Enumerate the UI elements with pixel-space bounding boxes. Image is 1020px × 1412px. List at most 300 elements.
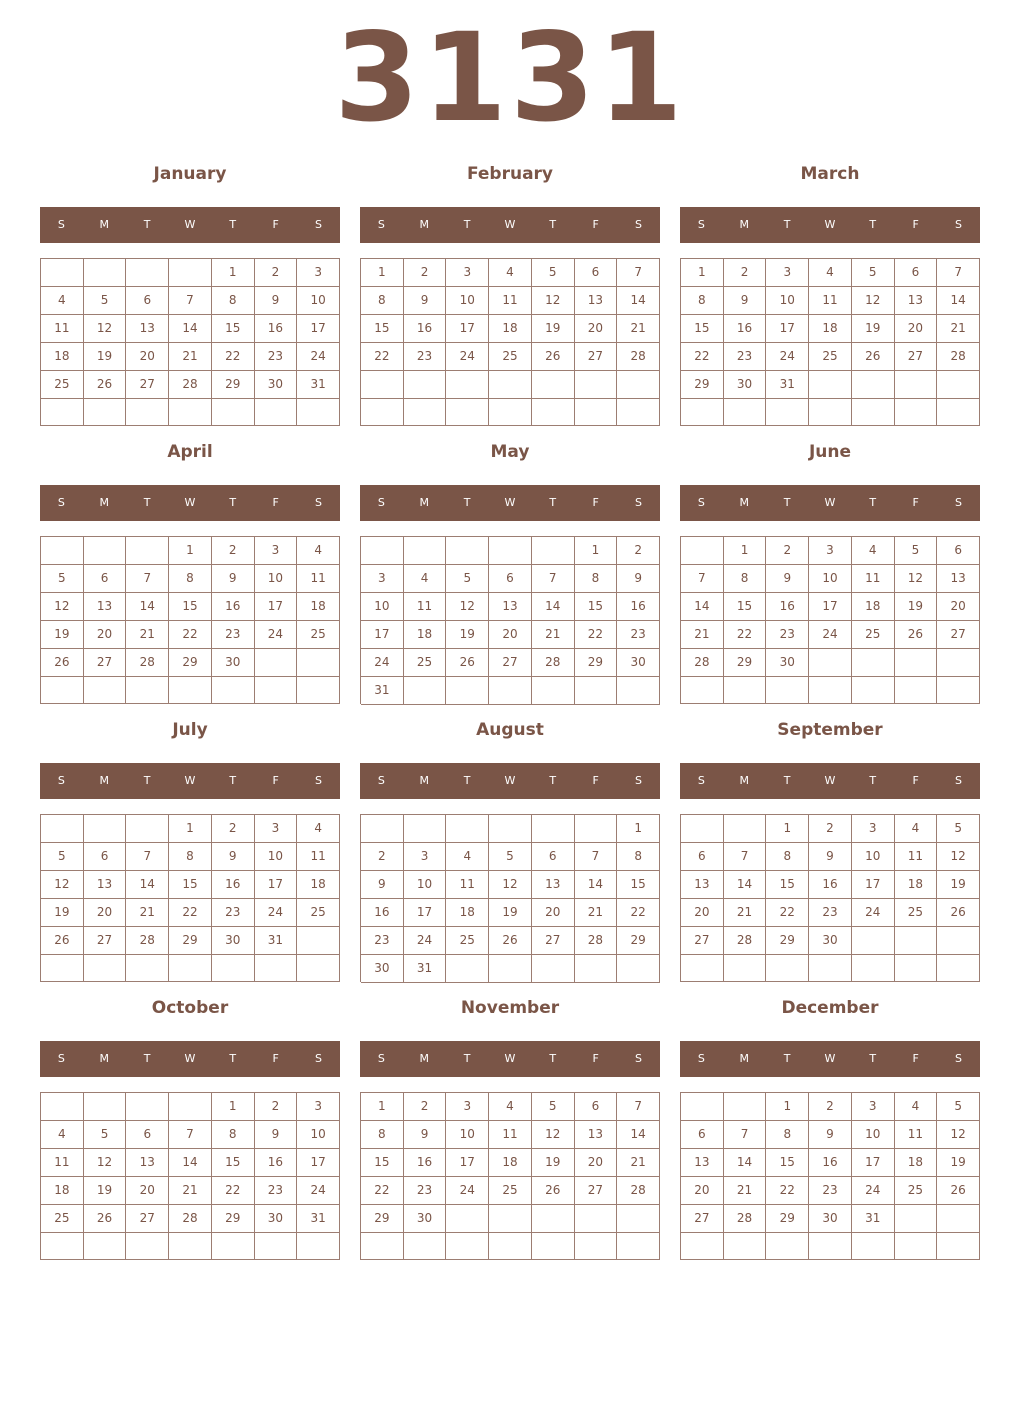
empty-day-cell (532, 1205, 575, 1233)
empty-day-cell (169, 1093, 212, 1121)
day-cell: 24 (809, 621, 852, 649)
empty-day-cell (361, 1233, 404, 1260)
empty-day-cell (766, 399, 809, 426)
weekday-label: F (912, 218, 919, 231)
day-cell: 28 (724, 927, 767, 955)
day-cell: 1 (617, 815, 660, 843)
weekday-label: W (184, 774, 196, 787)
day-cell: 29 (766, 927, 809, 955)
day-cell: 17 (361, 621, 404, 649)
empty-day-cell (766, 677, 809, 704)
weekday-label: S (314, 1052, 322, 1065)
day-cell: 1 (361, 1093, 404, 1121)
empty-day-cell (489, 955, 532, 983)
day-cell: 21 (575, 899, 618, 927)
day-cell: 9 (255, 1121, 298, 1149)
day-cell: 2 (809, 815, 852, 843)
empty-day-cell (169, 259, 212, 287)
weekday-header (680, 763, 980, 799)
day-cell: 6 (575, 1093, 618, 1121)
day-cell: 20 (895, 315, 938, 343)
day-cell: 19 (895, 593, 938, 621)
day-cell: 24 (446, 1177, 489, 1205)
weekday-header (40, 485, 340, 521)
day-cell: 26 (446, 649, 489, 677)
day-cell: 7 (532, 565, 575, 593)
day-cell: 12 (895, 565, 938, 593)
day-cell: 12 (852, 287, 895, 315)
empty-day-cell (446, 955, 489, 983)
empty-day-cell (724, 1233, 767, 1260)
weekday-label: F (592, 496, 599, 509)
month-title: February (466, 164, 554, 184)
empty-day-cell (852, 371, 895, 399)
month-april (40, 440, 340, 710)
day-cell: 1 (724, 537, 767, 565)
day-cell: 10 (404, 871, 447, 899)
day-cell: 25 (297, 621, 340, 649)
day-cell: 27 (575, 1177, 618, 1205)
empty-day-cell (489, 815, 532, 843)
day-cell: 5 (937, 815, 980, 843)
day-cell: 7 (617, 1093, 660, 1121)
day-cell: 8 (724, 565, 767, 593)
empty-day-cell (297, 399, 340, 426)
day-cell: 12 (41, 871, 84, 899)
empty-day-cell (575, 815, 618, 843)
day-cell: 22 (361, 1177, 404, 1205)
weekday-label: T (783, 774, 791, 787)
day-cell: 21 (617, 1149, 660, 1177)
empty-day-cell (895, 371, 938, 399)
empty-day-cell (937, 955, 980, 982)
empty-day-cell (361, 371, 404, 399)
empty-day-cell (255, 677, 298, 704)
day-cell: 12 (84, 315, 127, 343)
day-cell: 4 (895, 1093, 938, 1121)
day-cell: 11 (895, 843, 938, 871)
empty-day-cell (809, 677, 852, 704)
day-cell: 25 (446, 927, 489, 955)
day-cell: 15 (212, 315, 255, 343)
empty-day-cell (532, 955, 575, 983)
empty-day-cell (937, 649, 980, 677)
weekday-label: T (229, 1052, 237, 1065)
day-cell: 10 (852, 1121, 895, 1149)
month-march (680, 162, 980, 432)
empty-day-cell (895, 677, 938, 704)
empty-day-cell (446, 677, 489, 705)
day-cell: 8 (766, 843, 809, 871)
weekday-label: W (504, 496, 516, 509)
weekday-label: T (869, 774, 877, 787)
weekday-label: F (912, 774, 919, 787)
empty-day-cell (852, 677, 895, 704)
day-cell: 16 (809, 871, 852, 899)
weekday-header (680, 1041, 980, 1077)
empty-day-cell (937, 1205, 980, 1233)
day-cell: 16 (809, 1149, 852, 1177)
day-cell: 22 (724, 621, 767, 649)
day-cell: 19 (41, 621, 84, 649)
empty-day-cell (852, 955, 895, 982)
day-cell: 8 (169, 843, 212, 871)
day-cell: 27 (126, 371, 169, 399)
weekday-header (40, 763, 340, 799)
day-cell: 23 (361, 927, 404, 955)
empty-day-cell (852, 649, 895, 677)
day-cell: 31 (361, 677, 404, 705)
day-cell: 19 (41, 899, 84, 927)
weekday-label: S (697, 774, 705, 787)
month-title: August (476, 720, 544, 740)
weekday-label: S (314, 496, 322, 509)
day-cell: 21 (724, 899, 767, 927)
day-cell: 26 (937, 1177, 980, 1205)
weekday-label: S (57, 774, 65, 787)
weekday-label: S (314, 218, 322, 231)
day-cell: 28 (169, 1205, 212, 1233)
day-cell: 15 (766, 1149, 809, 1177)
weekday-label: M (99, 218, 110, 231)
day-cell: 5 (41, 565, 84, 593)
empty-day-cell (852, 927, 895, 955)
month-title: June (808, 442, 852, 462)
day-cell: 23 (212, 621, 255, 649)
day-cell: 10 (255, 843, 298, 871)
weekday-label: W (184, 496, 196, 509)
day-cell: 9 (212, 565, 255, 593)
empty-day-cell (937, 677, 980, 704)
day-cell: 18 (404, 621, 447, 649)
day-cell: 10 (809, 565, 852, 593)
weekday-label: S (954, 774, 962, 787)
day-cell: 24 (361, 649, 404, 677)
day-cell: 10 (255, 565, 298, 593)
day-cell: 27 (84, 649, 127, 677)
weekday-header (40, 1041, 340, 1077)
day-grid (360, 258, 660, 426)
day-cell: 6 (937, 537, 980, 565)
weekday-label: W (184, 218, 196, 231)
month-title: April (167, 442, 213, 462)
day-cell: 3 (809, 537, 852, 565)
empty-day-cell (212, 955, 255, 982)
empty-day-cell (41, 537, 84, 565)
day-cell: 4 (852, 537, 895, 565)
weekday-label: S (377, 774, 385, 787)
day-cell: 12 (532, 1121, 575, 1149)
day-cell: 13 (937, 565, 980, 593)
day-cell: 18 (297, 871, 340, 899)
day-cell: 16 (766, 593, 809, 621)
month-july (40, 718, 340, 988)
day-cell: 25 (404, 649, 447, 677)
day-cell: 19 (489, 899, 532, 927)
day-cell: 16 (724, 315, 767, 343)
day-cell: 3 (446, 1093, 489, 1121)
day-cell: 29 (169, 649, 212, 677)
day-cell: 24 (446, 343, 489, 371)
empty-day-cell (297, 1233, 340, 1260)
day-cell: 19 (937, 1149, 980, 1177)
empty-day-cell (681, 537, 724, 565)
empty-day-cell (169, 677, 212, 704)
day-cell: 16 (361, 899, 404, 927)
day-cell: 4 (489, 259, 532, 287)
day-cell: 30 (809, 927, 852, 955)
empty-day-cell (446, 537, 489, 565)
day-cell: 6 (681, 843, 724, 871)
empty-day-cell (895, 399, 938, 426)
day-cell: 30 (809, 1205, 852, 1233)
day-cell: 2 (766, 537, 809, 565)
month-may (360, 440, 660, 710)
day-cell: 26 (84, 371, 127, 399)
day-cell: 31 (852, 1205, 895, 1233)
empty-day-cell (84, 815, 127, 843)
empty-day-cell (575, 677, 618, 705)
day-cell: 6 (84, 565, 127, 593)
day-cell: 18 (809, 315, 852, 343)
day-cell: 5 (84, 1121, 127, 1149)
month-title: January (153, 164, 227, 184)
year-title: 3131 (334, 7, 686, 149)
day-cell: 19 (84, 343, 127, 371)
day-cell: 30 (255, 371, 298, 399)
day-cell: 15 (361, 315, 404, 343)
day-cell: 7 (126, 843, 169, 871)
day-cell: 17 (404, 899, 447, 927)
weekday-label: F (272, 496, 279, 509)
empty-day-cell (532, 815, 575, 843)
empty-day-cell (852, 1233, 895, 1260)
day-cell: 29 (169, 927, 212, 955)
day-cell: 9 (766, 565, 809, 593)
day-cell: 17 (297, 315, 340, 343)
day-cell: 31 (766, 371, 809, 399)
day-cell: 5 (41, 843, 84, 871)
day-cell: 1 (169, 537, 212, 565)
day-cell: 11 (41, 1149, 84, 1177)
empty-day-cell (84, 677, 127, 704)
day-cell: 8 (575, 565, 618, 593)
day-cell: 6 (84, 843, 127, 871)
day-cell: 8 (361, 1121, 404, 1149)
day-cell: 27 (532, 927, 575, 955)
day-cell: 6 (126, 1121, 169, 1149)
day-cell: 29 (681, 371, 724, 399)
weekday-label: W (504, 218, 516, 231)
day-cell: 11 (852, 565, 895, 593)
empty-day-cell (446, 1233, 489, 1260)
day-cell: 26 (41, 649, 84, 677)
day-cell: 5 (895, 537, 938, 565)
day-cell: 3 (297, 259, 340, 287)
day-cell: 6 (126, 287, 169, 315)
empty-day-cell (617, 1233, 660, 1260)
empty-day-cell (297, 955, 340, 982)
day-cell: 7 (169, 287, 212, 315)
day-cell: 2 (617, 537, 660, 565)
empty-day-cell (532, 677, 575, 705)
day-cell: 24 (404, 927, 447, 955)
empty-day-cell (895, 927, 938, 955)
day-cell: 1 (169, 815, 212, 843)
month-september (680, 718, 980, 988)
day-cell: 26 (532, 1177, 575, 1205)
day-cell: 25 (489, 343, 532, 371)
empty-day-cell (575, 399, 618, 427)
day-cell: 1 (575, 537, 618, 565)
empty-day-cell (575, 1233, 618, 1260)
day-cell: 20 (84, 621, 127, 649)
empty-day-cell (255, 1233, 298, 1260)
day-cell: 4 (489, 1093, 532, 1121)
day-cell: 15 (361, 1149, 404, 1177)
day-cell: 11 (297, 565, 340, 593)
empty-day-cell (255, 649, 298, 677)
weekday-label: S (634, 218, 642, 231)
day-cell: 26 (41, 927, 84, 955)
day-cell: 11 (809, 287, 852, 315)
weekday-label: M (739, 1052, 750, 1065)
day-cell: 3 (404, 843, 447, 871)
day-cell: 13 (681, 871, 724, 899)
weekday-label: F (592, 774, 599, 787)
day-cell: 7 (575, 843, 618, 871)
day-cell: 13 (489, 593, 532, 621)
day-grid (680, 258, 980, 426)
day-cell: 27 (575, 343, 618, 371)
empty-day-cell (532, 399, 575, 427)
weekday-label: T (229, 774, 237, 787)
day-cell: 21 (532, 621, 575, 649)
month-june (680, 440, 980, 710)
month-title: November (460, 998, 560, 1018)
empty-day-cell (724, 1093, 767, 1121)
day-cell: 26 (895, 621, 938, 649)
day-cell: 16 (617, 593, 660, 621)
day-cell: 25 (809, 343, 852, 371)
day-cell: 28 (575, 927, 618, 955)
day-cell: 21 (126, 899, 169, 927)
day-cell: 11 (895, 1121, 938, 1149)
empty-day-cell (809, 371, 852, 399)
day-cell: 13 (126, 315, 169, 343)
day-cell: 20 (126, 1177, 169, 1205)
day-cell: 2 (255, 1093, 298, 1121)
day-cell: 2 (404, 1093, 447, 1121)
day-cell: 22 (212, 1177, 255, 1205)
day-cell: 16 (212, 593, 255, 621)
day-cell: 26 (532, 343, 575, 371)
day-cell: 11 (404, 593, 447, 621)
empty-day-cell (84, 537, 127, 565)
day-cell: 13 (126, 1149, 169, 1177)
day-cell: 3 (852, 815, 895, 843)
empty-day-cell (809, 1233, 852, 1260)
day-grid (360, 814, 660, 982)
day-cell: 19 (84, 1177, 127, 1205)
day-cell: 28 (169, 371, 212, 399)
day-cell: 28 (532, 649, 575, 677)
day-cell: 1 (212, 1093, 255, 1121)
day-cell: 21 (724, 1177, 767, 1205)
day-cell: 11 (297, 843, 340, 871)
day-cell: 23 (809, 899, 852, 927)
day-cell: 3 (766, 259, 809, 287)
empty-day-cell (212, 399, 255, 426)
day-cell: 12 (446, 593, 489, 621)
day-cell: 2 (255, 259, 298, 287)
day-cell: 15 (724, 593, 767, 621)
day-cell: 4 (297, 537, 340, 565)
day-grid (360, 1092, 660, 1260)
day-cell: 16 (255, 1149, 298, 1177)
day-cell: 15 (766, 871, 809, 899)
day-cell: 12 (84, 1149, 127, 1177)
weekday-label: M (419, 774, 430, 787)
weekday-label: M (739, 218, 750, 231)
empty-day-cell (255, 399, 298, 426)
day-cell: 12 (937, 843, 980, 871)
day-cell: 10 (766, 287, 809, 315)
empty-day-cell (404, 371, 447, 399)
day-cell: 18 (895, 871, 938, 899)
day-cell: 3 (852, 1093, 895, 1121)
month-october (40, 996, 340, 1266)
empty-day-cell (681, 399, 724, 426)
weekday-label: F (592, 218, 599, 231)
empty-day-cell (766, 1233, 809, 1260)
day-cell: 11 (489, 287, 532, 315)
day-cell: 14 (617, 287, 660, 315)
day-cell: 5 (532, 1093, 575, 1121)
day-cell: 29 (212, 371, 255, 399)
day-cell: 17 (852, 1149, 895, 1177)
empty-day-cell (41, 1093, 84, 1121)
empty-day-cell (575, 955, 618, 983)
day-cell: 27 (84, 927, 127, 955)
empty-day-cell (724, 677, 767, 704)
day-cell: 15 (169, 593, 212, 621)
day-cell: 11 (41, 315, 84, 343)
empty-day-cell (169, 955, 212, 982)
month-title: May (490, 442, 530, 462)
day-cell: 5 (937, 1093, 980, 1121)
weekday-header (360, 1041, 660, 1077)
empty-day-cell (169, 1233, 212, 1260)
day-cell: 14 (169, 315, 212, 343)
day-cell: 28 (617, 1177, 660, 1205)
day-cell: 24 (852, 899, 895, 927)
day-cell: 24 (297, 343, 340, 371)
day-cell: 18 (489, 1149, 532, 1177)
weekday-header (360, 207, 660, 243)
empty-day-cell (212, 677, 255, 704)
empty-day-cell (126, 259, 169, 287)
day-cell: 14 (724, 1149, 767, 1177)
day-grid (680, 814, 980, 982)
day-cell: 5 (446, 565, 489, 593)
day-cell: 27 (126, 1205, 169, 1233)
day-cell: 2 (212, 815, 255, 843)
day-grid (680, 1092, 980, 1260)
day-cell: 12 (489, 871, 532, 899)
empty-day-cell (489, 1233, 532, 1260)
weekday-header (360, 485, 660, 521)
